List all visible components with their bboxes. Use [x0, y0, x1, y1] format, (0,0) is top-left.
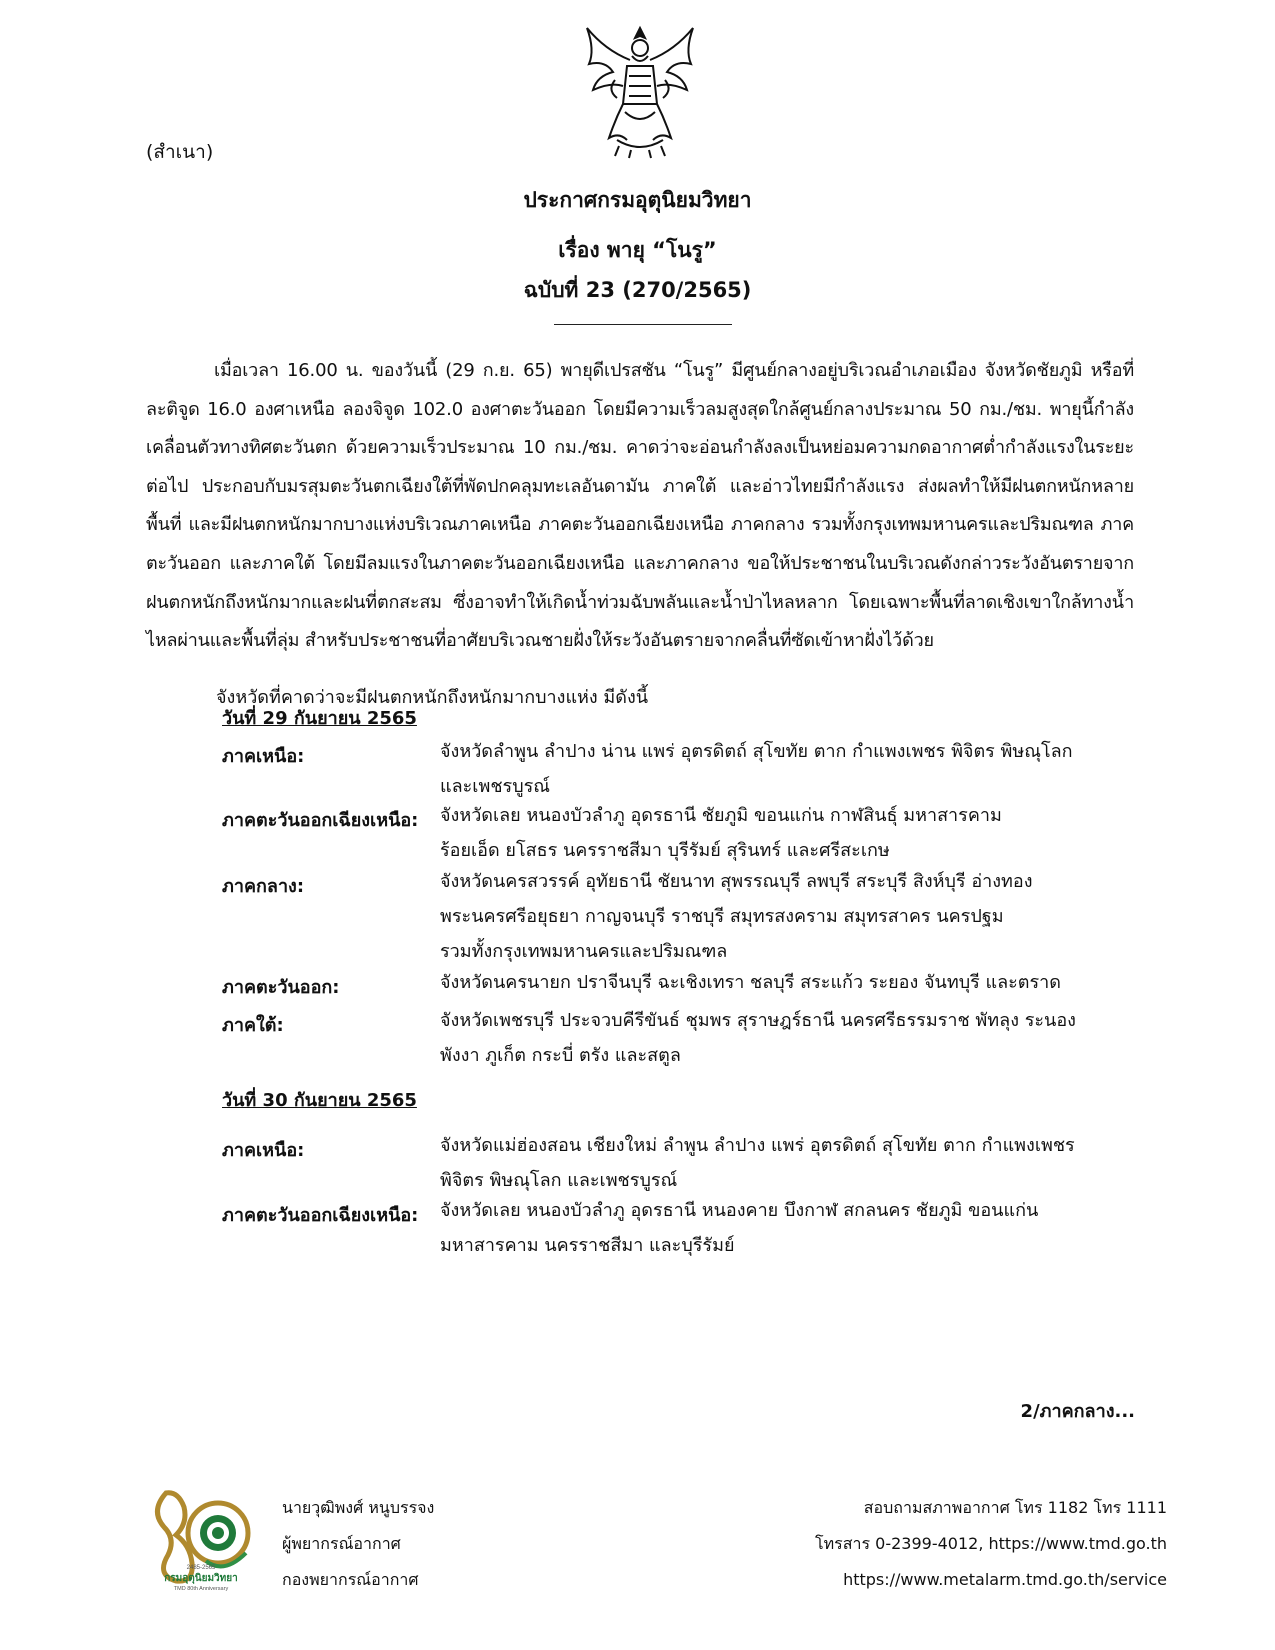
province-line: จังหวัดลำพูน ลำปาง น่าน แพร่ อุตรดิตถ์ สุโขทัย ตาก กำแพงเพชร พิจิตร พิษณุโลก: [440, 741, 1073, 762]
contact-fax-website: โทรสาร 0-2399-4012, https://www.tmd.go.th: [815, 1534, 1167, 1553]
logo-name-text: กรมอุตุนิยมวิทยา: [164, 1573, 238, 1584]
region-provinces: [440, 1003, 1090, 1073]
day-heading: วันที่ 29 กันยายน 2565: [222, 708, 417, 729]
province-line: จังหวัดเลย หนองบัวลำภู อุดรธานี หนองคาย บึงกาฬ สกลนคร ชัยภูมิ ขอนแก่น: [440, 1200, 1039, 1221]
province-line: มหาสารคาม นครราชสีมา และบุรีรัมย์: [440, 1235, 735, 1256]
region-label: ภาคใต้:: [222, 1015, 284, 1036]
province-line: รวมทั้งกรุงเทพมหานครและปริมณฑล: [440, 941, 728, 962]
province-line: พังงา ภูเก็ต กระบี่ ตรัง และสตูล: [440, 1045, 681, 1066]
logo-years-text: 2485-2565: [186, 1565, 216, 1571]
region-provinces: [440, 864, 1090, 969]
signer-block: [282, 1490, 434, 1598]
region-label: ภาคตะวันออกเฉียงเหนือ:: [222, 1205, 419, 1226]
signer-position: ผู้พยากรณ์อากาศ: [282, 1534, 401, 1553]
document-title: ประกาศกรมอุตุนิยมวิทยา: [523, 188, 752, 212]
signer-division: กองพยากรณ์อากาศ: [282, 1570, 419, 1589]
region-label: ภาคเหนือ:: [222, 746, 305, 767]
province-line: จังหวัดเพชรบุรี ประจวบคีรีขันธ์ ชุมพร สุราษฎร์ธานี นครศรีธรรมราช พัทลุง ระนอง: [440, 1010, 1076, 1031]
document-issue-number: ฉบับที่ 23 (270/2565): [523, 278, 752, 302]
next-page-marker: 2/ภาคกลาง...: [1020, 1401, 1135, 1422]
province-line: พิจิตร พิษณุโลก และเพชรบูรณ์: [440, 1170, 678, 1191]
province-line: ร้อยเอ็ด ยโสธร นครราชสีมา บุรีรัมย์ สุรินทร์ และศรีสะเกษ: [440, 840, 890, 861]
main-paragraph: เมื่อเวลา 16.00 น. ของวันนี้ (29 ก.ย. 65) พายุดีเปรสชัน “โนรู” มีศูนย์กลางอยู่บริเวณอำเภอเมือง จังหวัดชัยภูมิ หรือที่ละติจูด 16.0 องศาเหนือ ลองจิจูด 102.0 องศาตะวันออก โดยมีความเร็วลมสูงสุดใกล้ศูนย์กลางประมาณ 50 กม./ชม. พายุนี้กำลังเคลื่อนตัวทางทิศตะวันตก ด้วยความเร็วประมาณ 10 กม./ชม. คาดว่าจะอ่อนกำลังลงเป็นหย่อมความกดอากาศต่ำกำลังแรงในระยะต่อไป ประกอบกับมรสุมตะวันตกเฉียงใต้ที่พัดปกคลุมทะเลอันดามัน ภาคใต้ และอ่าวไทยมีกำลังแรง ส่งผลทำให้มีฝนตกหนักหลายพื้นที่ และมีฝนตกหนักมากบางแห่งบริเวณภาคเหนือ ภาคตะวันออกเฉียงเหนือ ภาคกลาง รวมทั้งกรุงเทพมหานครและปริมณฑล ภาคตะวันออก และภาคใต้ โดยมีลมแรงในภาคตะวันออกเฉียงเหนือ และภาคกลาง ขอให้ประชาชนในบริเวณดังกล่าวระวังอันตรายจากฝนตกหนักถึงหนักมากและฝนที่ตกสะสม ซึ่งอาจทำให้เกิดน้ำท่วมฉับพลันและน้ำป่าไหลหลาก โดยเฉพาะพื้นที่ลาดเชิงเขาใกล้ทางน้ำไหลผ่านและพื้นที่ลุ่ม สำหรับประชาชนที่อาศัยบริเวณชายฝั่งให้ระวังอันตรายจากคลื่นที่ซัดเข้าหาฝั่งไว้ด้วย: [146, 360, 1134, 652]
contact-block: [815, 1490, 1167, 1598]
day-heading: วันที่ 30 กันยายน 2565: [222, 1090, 417, 1111]
logo-anniversary-text: TMD 80th Anniversary: [173, 1586, 229, 1592]
region-provinces: [440, 1128, 1090, 1198]
province-line: พระนครศรีอยุธยา กาญจนบุรี ราชบุรี สมุทรสงคราม สมุทรสาคร นครปฐม: [440, 906, 1004, 927]
region-label: ภาคเหนือ:: [222, 1140, 305, 1161]
tmd-80th-anniversary-logo-icon: [146, 1483, 256, 1595]
region-provinces: [440, 1193, 1090, 1263]
contact-phone: สอบถามสภาพอากาศ โทร 1182 โทร 1111: [863, 1498, 1167, 1517]
province-line: และเพชรบูรณ์: [440, 776, 550, 797]
region-provinces: [440, 798, 1090, 868]
contact-service-link[interactable]: https://www.metalarm.tmd.go.th/service: [843, 1570, 1167, 1589]
province-intro: จังหวัดที่คาดว่าจะมีฝนตกหนักถึงหนักมากบางแห่ง มีดังนี้: [216, 687, 649, 708]
signer-name: นายวุฒิพงศ์ หนูบรรจง: [282, 1498, 435, 1517]
province-line: จังหวัดแม่ฮ่องสอน เชียงใหม่ ลำพูน ลำปาง แพร่ อุตรดิตถ์ สุโขทัย ตาก กำแพงเพชร: [440, 1135, 1075, 1156]
province-line: จังหวัดเลย หนองบัวลำภู อุดรธานี ชัยภูมิ ขอนแก่น กาฬสินธุ์ มหาสารคาม: [440, 805, 1002, 826]
region-label: ภาคตะวันออก:: [222, 977, 340, 998]
province-line: จังหวัดนครนายก ปราจีนบุรี ฉะเชิงเทรา ชลบุรี สระแก้ว ระยอง จันทบุรี และตราด: [440, 972, 1061, 993]
title-divider: [554, 324, 732, 325]
garuda-emblem-icon: [575, 20, 705, 160]
copy-label: (สำเนา): [146, 141, 214, 163]
region-provinces: [440, 734, 1090, 804]
region-provinces: [440, 965, 1090, 1000]
region-label: ภาคตะวันออกเฉียงเหนือ:: [222, 810, 419, 831]
region-label: ภาคกลาง:: [222, 876, 305, 897]
province-line: จังหวัดนครสวรรค์ อุทัยธานี ชัยนาท สุพรรณบุรี ลพบุรี สระบุรี สิงห์บุรี อ่างทอง: [440, 871, 1033, 892]
document-subject: เรื่อง พายุ “โนรู”: [558, 238, 717, 262]
